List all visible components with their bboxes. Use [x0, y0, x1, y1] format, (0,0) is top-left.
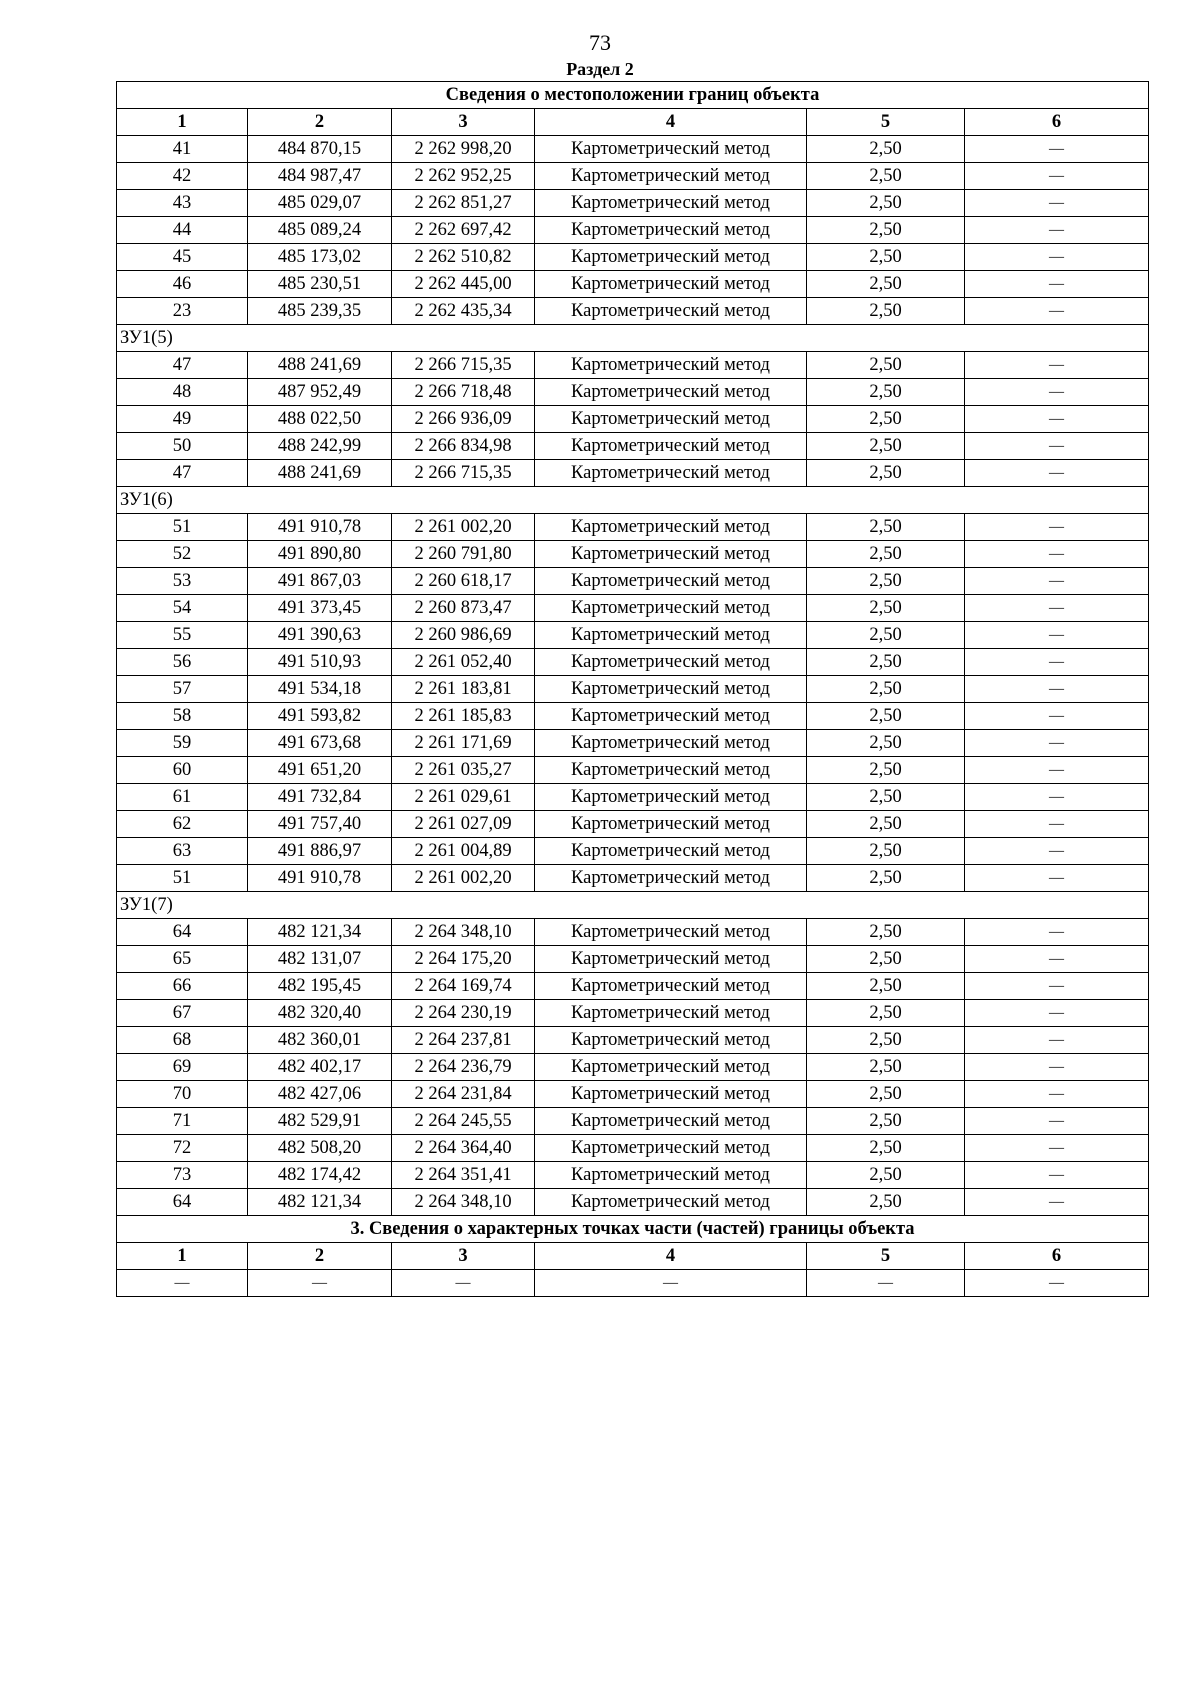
table-row — [117, 352, 1149, 379]
method-cell: Картометрический метод — [535, 649, 807, 676]
method-cell: Картометрический метод — [535, 190, 807, 217]
y-coordinate-cell: 2 264 175,20 — [392, 946, 535, 973]
description-cell: — — [965, 865, 1149, 892]
point-number-cell: 64 — [117, 919, 248, 946]
empty-value-cell: — — [248, 1270, 392, 1297]
method-cell: Картометрический метод — [535, 406, 807, 433]
point-number-cell: 51 — [117, 514, 248, 541]
y-coordinate-cell: 2 264 348,10 — [392, 1189, 535, 1216]
column-header: 6 — [965, 109, 1149, 136]
description-cell: — — [965, 676, 1149, 703]
x-coordinate-cell: 485 089,24 — [248, 217, 392, 244]
x-coordinate-cell: 485 230,51 — [248, 271, 392, 298]
description-cell: — — [965, 406, 1149, 433]
description-cell: — — [965, 460, 1149, 487]
x-coordinate-cell: 491 390,63 — [248, 622, 392, 649]
accuracy-cell: 2,50 — [807, 784, 965, 811]
method-cell: Картометрический метод — [535, 784, 807, 811]
x-coordinate-cell: 482 121,34 — [248, 919, 392, 946]
x-coordinate-cell: 491 890,80 — [248, 541, 392, 568]
point-number-cell: 66 — [117, 973, 248, 1000]
part-section-title-row — [117, 1216, 1149, 1243]
table-row — [117, 757, 1149, 784]
page-number: 73 — [589, 30, 611, 55]
y-coordinate-cell: 2 262 697,42 — [392, 217, 535, 244]
table-row — [117, 946, 1149, 973]
column-header: 4 — [535, 109, 807, 136]
method-cell: Картометрический метод — [535, 811, 807, 838]
description-cell: — — [965, 1135, 1149, 1162]
accuracy-cell: 2,50 — [807, 460, 965, 487]
y-coordinate-cell: 2 261 052,40 — [392, 649, 535, 676]
table-row — [117, 136, 1149, 163]
boundary-table — [116, 81, 1149, 1297]
accuracy-cell: 2,50 — [807, 1162, 965, 1189]
empty-value-cell: — — [535, 1270, 807, 1297]
y-coordinate-cell: 2 261 027,09 — [392, 811, 535, 838]
table-row — [117, 1054, 1149, 1081]
x-coordinate-cell: 482 360,01 — [248, 1027, 392, 1054]
table-row — [117, 298, 1149, 325]
accuracy-cell: 2,50 — [807, 1027, 965, 1054]
y-coordinate-cell: 2 261 002,20 — [392, 514, 535, 541]
x-coordinate-cell: 487 952,49 — [248, 379, 392, 406]
y-coordinate-cell: 2 261 185,83 — [392, 703, 535, 730]
group-label: ЗУ1(7) — [117, 892, 1149, 919]
accuracy-cell: 2,50 — [807, 352, 965, 379]
method-cell: Картометрический метод — [535, 568, 807, 595]
method-cell: Картометрический метод — [535, 838, 807, 865]
empty-value-cell: — — [117, 1270, 248, 1297]
y-coordinate-cell: 2 262 952,25 — [392, 163, 535, 190]
accuracy-cell: 2,50 — [807, 271, 965, 298]
point-number-cell: 69 — [117, 1054, 248, 1081]
accuracy-cell: 2,50 — [807, 946, 965, 973]
accuracy-cell: 2,50 — [807, 217, 965, 244]
empty-value-cell: — — [392, 1270, 535, 1297]
method-cell: Картометрический метод — [535, 730, 807, 757]
point-number-cell: 57 — [117, 676, 248, 703]
x-coordinate-cell: 491 534,18 — [248, 676, 392, 703]
description-cell: — — [965, 757, 1149, 784]
y-coordinate-cell: 2 264 245,55 — [392, 1108, 535, 1135]
y-coordinate-cell: 2 262 510,82 — [392, 244, 535, 271]
table-row — [117, 406, 1149, 433]
method-cell: Картометрический метод — [535, 703, 807, 730]
table-row — [117, 1108, 1149, 1135]
accuracy-cell: 2,50 — [807, 190, 965, 217]
accuracy-cell: 2,50 — [807, 541, 965, 568]
boundary-table-body — [117, 82, 1149, 1297]
point-number-cell: 60 — [117, 757, 248, 784]
y-coordinate-cell: 2 264 364,40 — [392, 1135, 535, 1162]
x-coordinate-cell: 484 870,15 — [248, 136, 392, 163]
x-coordinate-cell: 482 508,20 — [248, 1135, 392, 1162]
table-row — [117, 460, 1149, 487]
method-cell: Картометрический метод — [535, 973, 807, 1000]
accuracy-cell: 2,50 — [807, 676, 965, 703]
x-coordinate-cell: 491 651,20 — [248, 757, 392, 784]
point-number-cell: 73 — [117, 1162, 248, 1189]
description-cell: — — [965, 190, 1149, 217]
description-cell: — — [965, 784, 1149, 811]
table-row — [117, 433, 1149, 460]
y-coordinate-cell: 2 264 230,19 — [392, 1000, 535, 1027]
column-header-row — [117, 109, 1149, 136]
column-header: 1 — [117, 1243, 248, 1270]
accuracy-cell: 2,50 — [807, 514, 965, 541]
x-coordinate-cell: 491 910,78 — [248, 514, 392, 541]
group-label: ЗУ1(5) — [117, 325, 1149, 352]
method-cell: Картометрический метод — [535, 136, 807, 163]
description-cell: — — [965, 1081, 1149, 1108]
point-number-cell: 53 — [117, 568, 248, 595]
point-number-cell: 47 — [117, 352, 248, 379]
table-row — [117, 1027, 1149, 1054]
point-number-cell: 48 — [117, 379, 248, 406]
point-number-cell: 23 — [117, 298, 248, 325]
description-cell: — — [965, 973, 1149, 1000]
y-coordinate-cell: 2 261 183,81 — [392, 676, 535, 703]
method-cell: Картометрический метод — [535, 1189, 807, 1216]
section-label: Раздел 2 — [566, 59, 634, 79]
point-number-cell: 65 — [117, 946, 248, 973]
description-cell: — — [965, 919, 1149, 946]
x-coordinate-cell: 482 195,45 — [248, 973, 392, 1000]
method-cell: Картометрический метод — [535, 271, 807, 298]
description-cell: — — [965, 271, 1149, 298]
table-row — [117, 838, 1149, 865]
accuracy-cell: 2,50 — [807, 244, 965, 271]
description-cell: — — [965, 811, 1149, 838]
x-coordinate-cell: 491 886,97 — [248, 838, 392, 865]
x-coordinate-cell: 485 173,02 — [248, 244, 392, 271]
y-coordinate-cell: 2 264 169,74 — [392, 973, 535, 1000]
accuracy-cell: 2,50 — [807, 406, 965, 433]
x-coordinate-cell: 482 529,91 — [248, 1108, 392, 1135]
point-number-cell: 42 — [117, 163, 248, 190]
column-header: 2 — [248, 109, 392, 136]
y-coordinate-cell: 2 264 351,41 — [392, 1162, 535, 1189]
x-coordinate-cell: 485 029,07 — [248, 190, 392, 217]
column-header: 6 — [965, 1243, 1149, 1270]
accuracy-cell: 2,50 — [807, 595, 965, 622]
x-coordinate-cell: 491 673,68 — [248, 730, 392, 757]
method-cell: Картометрический метод — [535, 298, 807, 325]
accuracy-cell: 2,50 — [807, 136, 965, 163]
description-cell: — — [965, 163, 1149, 190]
x-coordinate-cell: 482 174,42 — [248, 1162, 392, 1189]
y-coordinate-cell: 2 266 718,48 — [392, 379, 535, 406]
method-cell: Картометрический метод — [535, 946, 807, 973]
y-coordinate-cell: 2 262 435,34 — [392, 298, 535, 325]
point-number-cell: 44 — [117, 217, 248, 244]
y-coordinate-cell: 2 266 936,09 — [392, 406, 535, 433]
table-row — [117, 514, 1149, 541]
description-cell: — — [965, 1162, 1149, 1189]
accuracy-cell: 2,50 — [807, 1081, 965, 1108]
x-coordinate-cell: 491 757,40 — [248, 811, 392, 838]
accuracy-cell: 2,50 — [807, 1054, 965, 1081]
table-row — [117, 622, 1149, 649]
x-coordinate-cell: 488 241,69 — [248, 352, 392, 379]
description-cell: — — [965, 622, 1149, 649]
point-number-cell: 46 — [117, 271, 248, 298]
description-cell: — — [965, 298, 1149, 325]
point-number-cell: 71 — [117, 1108, 248, 1135]
description-cell: — — [965, 217, 1149, 244]
accuracy-cell: 2,50 — [807, 757, 965, 784]
column-header: 2 — [248, 1243, 392, 1270]
method-cell: Картометрический метод — [535, 514, 807, 541]
accuracy-cell: 2,50 — [807, 730, 965, 757]
accuracy-cell: 2,50 — [807, 865, 965, 892]
point-number-cell: 45 — [117, 244, 248, 271]
description-cell: — — [965, 730, 1149, 757]
point-number-cell: 68 — [117, 1027, 248, 1054]
group-label: ЗУ1(6) — [117, 487, 1149, 514]
point-number-cell: 61 — [117, 784, 248, 811]
y-coordinate-cell: 2 261 029,61 — [392, 784, 535, 811]
accuracy-cell: 2,50 — [807, 1000, 965, 1027]
table-row — [117, 865, 1149, 892]
y-coordinate-cell: 2 260 618,17 — [392, 568, 535, 595]
y-coordinate-cell: 2 266 715,35 — [392, 352, 535, 379]
description-cell: — — [965, 1054, 1149, 1081]
y-coordinate-cell: 2 266 715,35 — [392, 460, 535, 487]
x-coordinate-cell: 488 022,50 — [248, 406, 392, 433]
method-cell: Картометрический метод — [535, 352, 807, 379]
method-cell: Картометрический метод — [535, 622, 807, 649]
x-coordinate-cell: 482 402,17 — [248, 1054, 392, 1081]
accuracy-cell: 2,50 — [807, 1189, 965, 1216]
point-number-cell: 54 — [117, 595, 248, 622]
table-row — [117, 649, 1149, 676]
description-cell: — — [965, 649, 1149, 676]
y-coordinate-cell: 2 264 237,81 — [392, 1027, 535, 1054]
accuracy-cell: 2,50 — [807, 568, 965, 595]
column-header: 5 — [807, 109, 965, 136]
point-number-cell: 72 — [117, 1135, 248, 1162]
accuracy-cell: 2,50 — [807, 811, 965, 838]
empty-value-cell: — — [807, 1270, 965, 1297]
column-header: 3 — [392, 1243, 535, 1270]
table-row — [117, 541, 1149, 568]
description-cell: — — [965, 1108, 1149, 1135]
table-row — [117, 1000, 1149, 1027]
x-coordinate-cell: 491 373,45 — [248, 595, 392, 622]
table-row — [117, 730, 1149, 757]
column-header: 4 — [535, 1243, 807, 1270]
point-number-cell: 62 — [117, 811, 248, 838]
accuracy-cell: 2,50 — [807, 1135, 965, 1162]
accuracy-cell: 2,50 — [807, 298, 965, 325]
point-number-cell: 50 — [117, 433, 248, 460]
table-row — [117, 1162, 1149, 1189]
group-label-row — [117, 487, 1149, 514]
description-cell: — — [965, 946, 1149, 973]
description-cell: — — [965, 703, 1149, 730]
accuracy-cell: 2,50 — [807, 1108, 965, 1135]
description-cell: — — [965, 838, 1149, 865]
point-number-cell: 64 — [117, 1189, 248, 1216]
table-row — [117, 271, 1149, 298]
table-row — [117, 595, 1149, 622]
method-cell: Картометрический метод — [535, 460, 807, 487]
table-title: Сведения о местоположении границ объекта — [117, 82, 1149, 109]
method-cell: Картометрический метод — [535, 433, 807, 460]
y-coordinate-cell: 2 261 002,20 — [392, 865, 535, 892]
x-coordinate-cell: 491 593,82 — [248, 703, 392, 730]
method-cell: Картометрический метод — [535, 163, 807, 190]
point-number-cell: 47 — [117, 460, 248, 487]
point-number-cell: 43 — [117, 190, 248, 217]
part-section-title: 3. Сведения о характерных точках части (частей) границы объекта — [117, 1216, 1149, 1243]
description-cell: — — [965, 433, 1149, 460]
table-row — [117, 1135, 1149, 1162]
accuracy-cell: 2,50 — [807, 649, 965, 676]
empty-value-cell: — — [965, 1270, 1149, 1297]
table-row — [117, 568, 1149, 595]
point-number-cell: 63 — [117, 838, 248, 865]
table-row — [117, 811, 1149, 838]
x-coordinate-cell: 488 242,99 — [248, 433, 392, 460]
accuracy-cell: 2,50 — [807, 703, 965, 730]
y-coordinate-cell: 2 264 236,79 — [392, 1054, 535, 1081]
table-row — [117, 244, 1149, 271]
point-number-cell: 70 — [117, 1081, 248, 1108]
accuracy-cell: 2,50 — [807, 919, 965, 946]
method-cell: Картометрический метод — [535, 1000, 807, 1027]
description-cell: — — [965, 379, 1149, 406]
method-cell: Картометрический метод — [535, 595, 807, 622]
table-row — [117, 919, 1149, 946]
x-coordinate-cell: 482 427,06 — [248, 1081, 392, 1108]
table-row — [117, 784, 1149, 811]
accuracy-cell: 2,50 — [807, 163, 965, 190]
method-cell: Картометрический метод — [535, 865, 807, 892]
column-header: 1 — [117, 109, 248, 136]
method-cell: Картометрический метод — [535, 1081, 807, 1108]
group-label-row — [117, 892, 1149, 919]
method-cell: Картометрический метод — [535, 541, 807, 568]
table-row — [117, 973, 1149, 1000]
part-section-header-row — [117, 1243, 1149, 1270]
description-cell: — — [965, 1189, 1149, 1216]
method-cell: Картометрический метод — [535, 676, 807, 703]
method-cell: Картометрический метод — [535, 1162, 807, 1189]
y-coordinate-cell: 2 260 986,69 — [392, 622, 535, 649]
description-cell: — — [965, 1027, 1149, 1054]
point-number-cell: 67 — [117, 1000, 248, 1027]
column-header: 5 — [807, 1243, 965, 1270]
method-cell: Картометрический метод — [535, 244, 807, 271]
y-coordinate-cell: 2 260 791,80 — [392, 541, 535, 568]
y-coordinate-cell: 2 261 171,69 — [392, 730, 535, 757]
table-row — [117, 676, 1149, 703]
method-cell: Картометрический метод — [535, 1135, 807, 1162]
accuracy-cell: 2,50 — [807, 973, 965, 1000]
y-coordinate-cell: 2 262 851,27 — [392, 190, 535, 217]
table-row — [117, 1189, 1149, 1216]
y-coordinate-cell: 2 260 873,47 — [392, 595, 535, 622]
description-cell: — — [965, 244, 1149, 271]
table-row — [117, 190, 1149, 217]
accuracy-cell: 2,50 — [807, 838, 965, 865]
method-cell: Картометрический метод — [535, 919, 807, 946]
point-number-cell: 41 — [117, 136, 248, 163]
point-number-cell: 51 — [117, 865, 248, 892]
accuracy-cell: 2,50 — [807, 379, 965, 406]
method-cell: Картометрический метод — [535, 1054, 807, 1081]
method-cell: Картометрический метод — [535, 217, 807, 244]
y-coordinate-cell: 2 266 834,98 — [392, 433, 535, 460]
description-cell: — — [965, 568, 1149, 595]
description-cell: — — [965, 352, 1149, 379]
table-row — [117, 703, 1149, 730]
accuracy-cell: 2,50 — [807, 433, 965, 460]
y-coordinate-cell: 2 262 998,20 — [392, 136, 535, 163]
point-number-cell: 55 — [117, 622, 248, 649]
x-coordinate-cell: 488 241,69 — [248, 460, 392, 487]
point-number-cell: 59 — [117, 730, 248, 757]
x-coordinate-cell: 485 239,35 — [248, 298, 392, 325]
y-coordinate-cell: 2 261 035,27 — [392, 757, 535, 784]
x-coordinate-cell: 484 987,47 — [248, 163, 392, 190]
description-cell: — — [965, 595, 1149, 622]
y-coordinate-cell: 2 264 231,84 — [392, 1081, 535, 1108]
x-coordinate-cell: 491 510,93 — [248, 649, 392, 676]
group-label-row — [117, 325, 1149, 352]
y-coordinate-cell: 2 264 348,10 — [392, 919, 535, 946]
x-coordinate-cell: 491 732,84 — [248, 784, 392, 811]
table-row — [117, 1081, 1149, 1108]
x-coordinate-cell: 491 910,78 — [248, 865, 392, 892]
description-cell: — — [965, 1000, 1149, 1027]
x-coordinate-cell: 482 131,07 — [248, 946, 392, 973]
point-number-cell: 56 — [117, 649, 248, 676]
point-number-cell: 58 — [117, 703, 248, 730]
method-cell: Картометрический метод — [535, 757, 807, 784]
table-row — [117, 379, 1149, 406]
point-number-cell: 49 — [117, 406, 248, 433]
part-section-row — [117, 1270, 1149, 1297]
y-coordinate-cell: 2 262 445,00 — [392, 271, 535, 298]
x-coordinate-cell: 482 320,40 — [248, 1000, 392, 1027]
column-header: 3 — [392, 109, 535, 136]
x-coordinate-cell: 491 867,03 — [248, 568, 392, 595]
x-coordinate-cell: 482 121,34 — [248, 1189, 392, 1216]
description-cell: — — [965, 541, 1149, 568]
y-coordinate-cell: 2 261 004,89 — [392, 838, 535, 865]
method-cell: Картометрический метод — [535, 1027, 807, 1054]
accuracy-cell: 2,50 — [807, 622, 965, 649]
description-cell: — — [965, 514, 1149, 541]
table-row — [117, 217, 1149, 244]
table-title-row — [117, 82, 1149, 109]
method-cell: Картометрический метод — [535, 379, 807, 406]
description-cell: — — [965, 136, 1149, 163]
method-cell: Картометрический метод — [535, 1108, 807, 1135]
point-number-cell: 52 — [117, 541, 248, 568]
table-row — [117, 163, 1149, 190]
